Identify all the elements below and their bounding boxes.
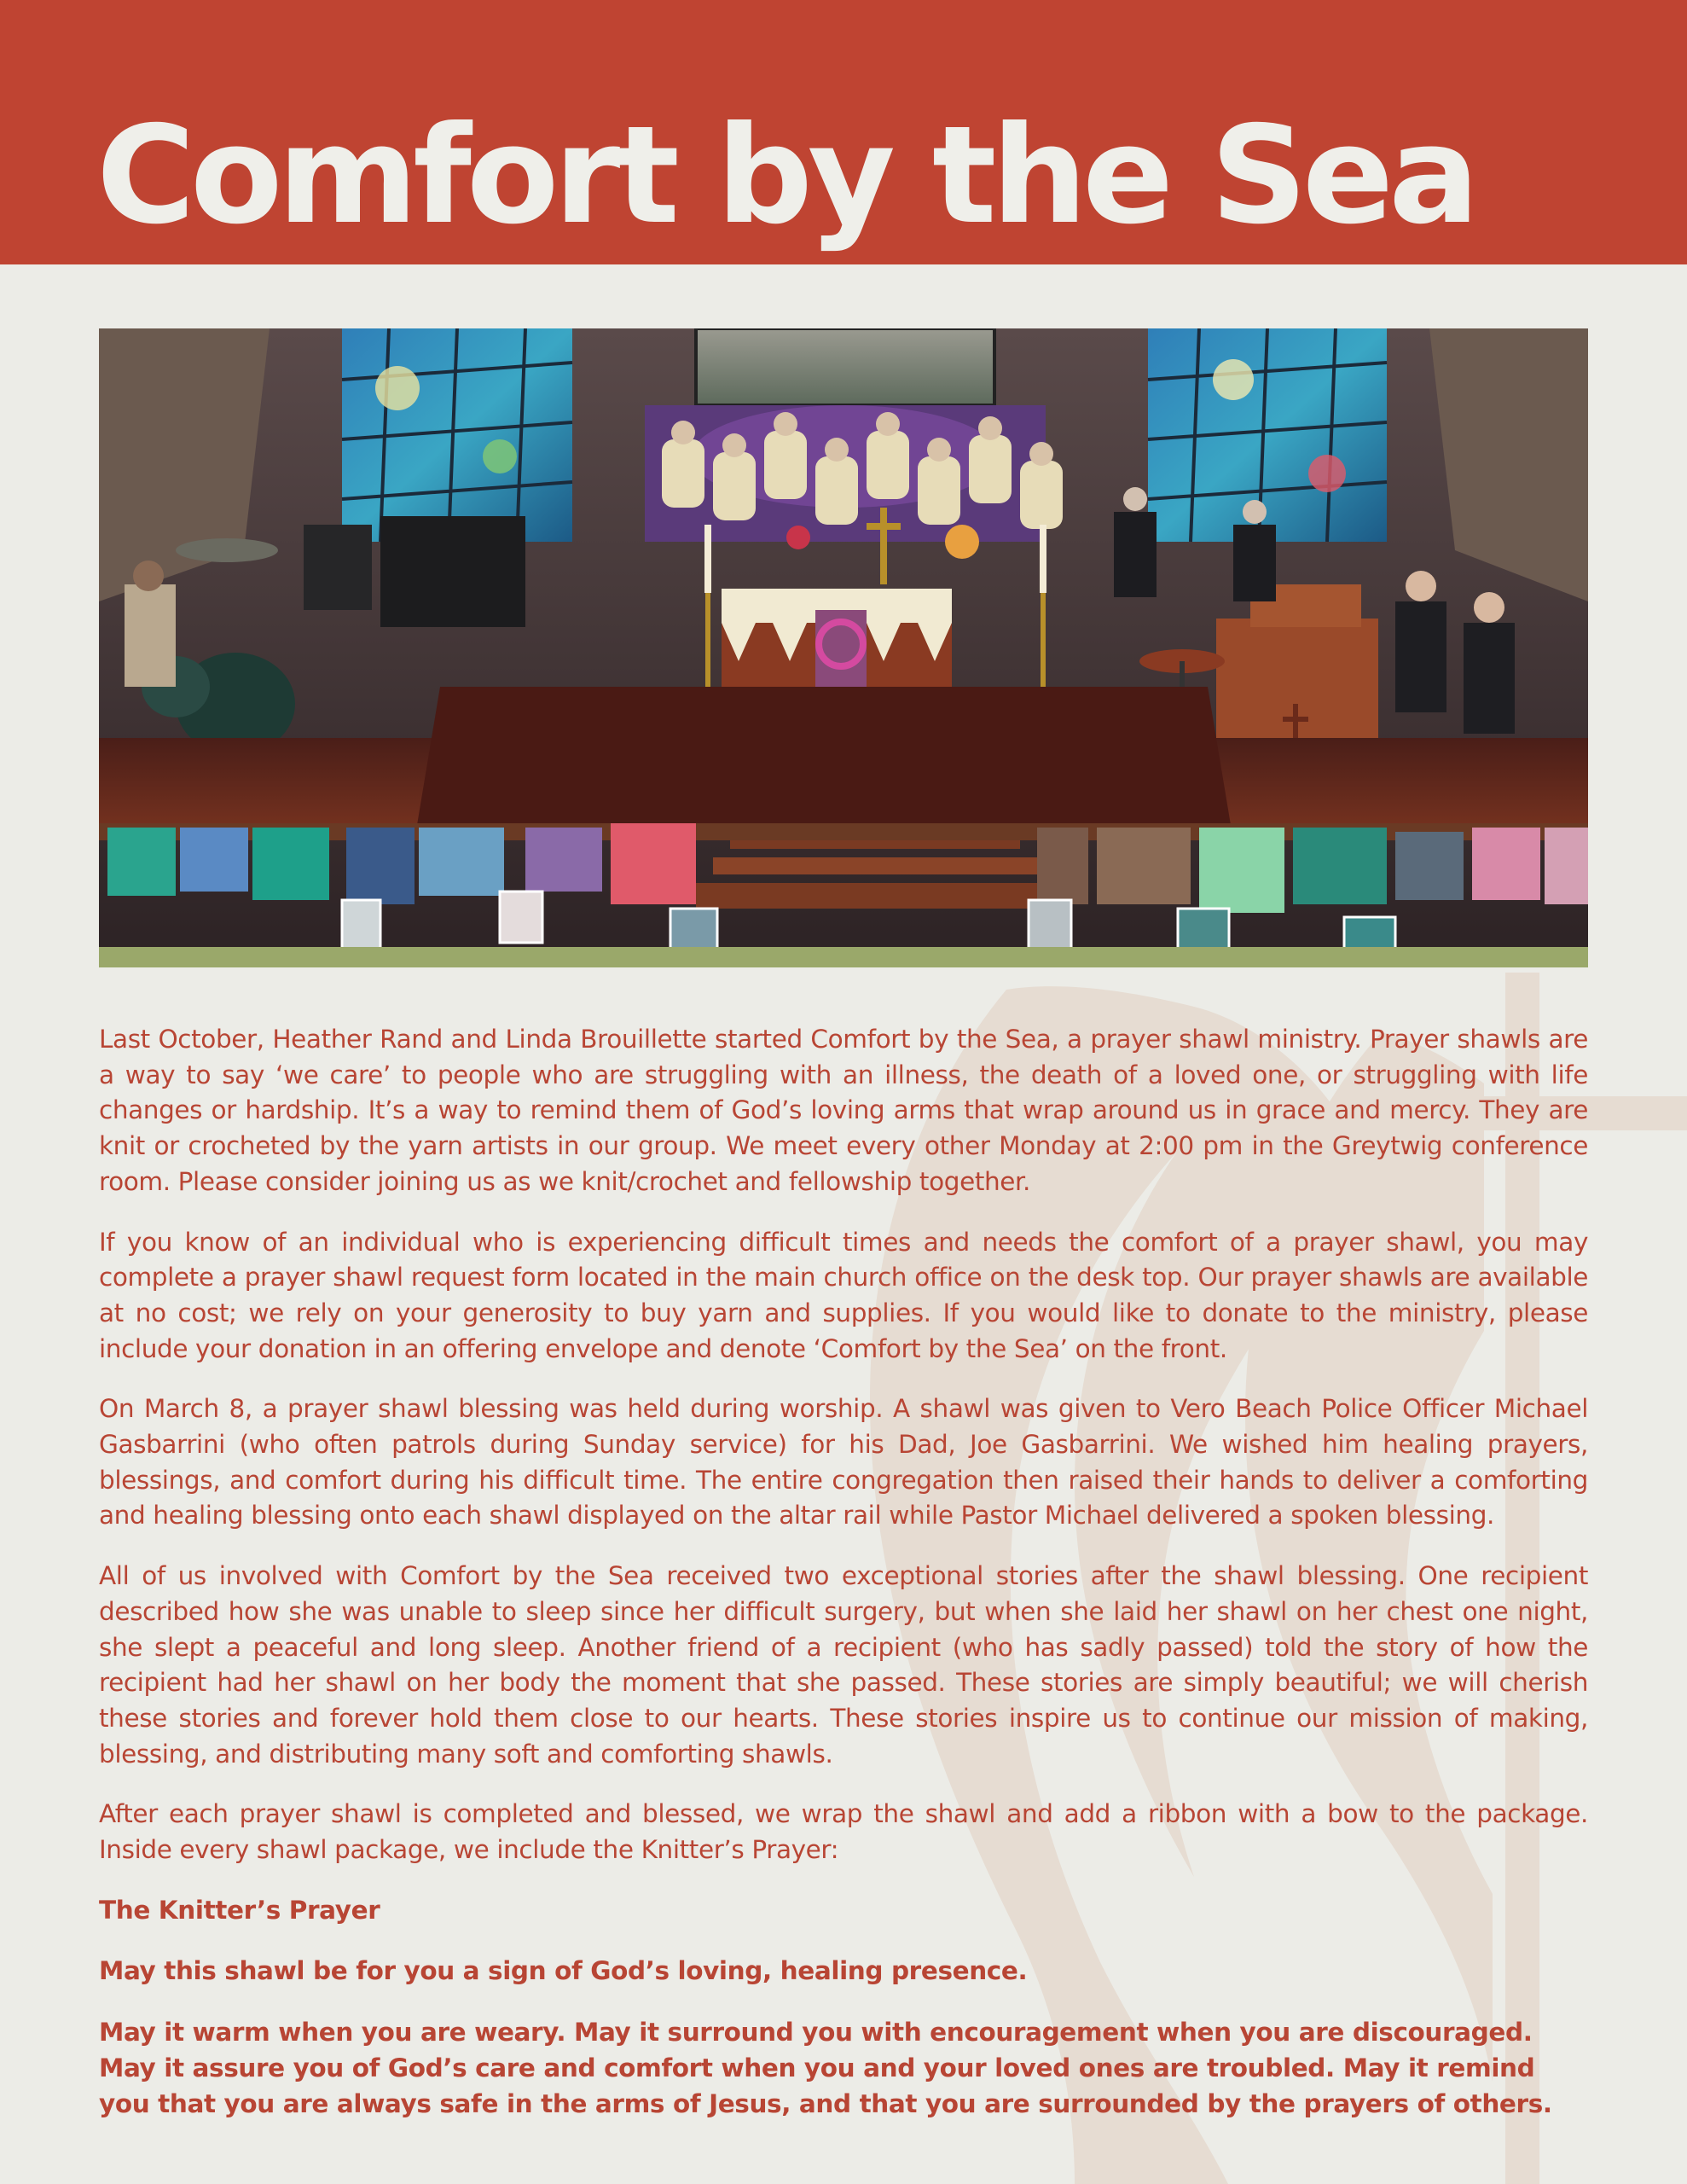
article-paragraph-5: After each prayer shawl is completed and blessed, we wrap the shawl and add a ribbon with a bow to the package. Inside every shawl package, we include the Knitter’s Prayer: [99, 1799, 1588, 1865]
article-paragraph-2: If you know of an individual who is experiencing difficult times and needs the comfort of a prayer shawl, you may complete a prayer shawl request form located in the main church office on the desk top. Our prayer shawls are available at no cost; we rely on your generosity to buy yarn and supplies. If you would like to donate to the ministry, please include your donation in an offering envelope and denote ‘Comfort by the Sea’ on the front. [99, 1227, 1588, 1363]
article-body [99, 1022, 1588, 2147]
church-sanctuary-image [99, 328, 1588, 967]
church-sanctuary-photo [99, 328, 1588, 967]
prayer-line-1: May this shawl be for you a sign of God’s loving, healing presence. [99, 1956, 1028, 1986]
prayer-heading: The Knitter’s Prayer [99, 1895, 380, 1925]
page-title: Comfort by the Sea [96, 97, 1475, 254]
header-band [0, 0, 1687, 264]
article-paragraph-1: Last October, Heather Rand and Linda Brouillette started Comfort by the Sea, a prayer shawl ministry. Prayer shawls are a way to say ‘we care’ to people who are struggling with an illness, the death of a loved one, or struggling with life changes or hardship. It’s a way to remind them of God’s loving arms that wrap around us in grace and mercy. They are knit or crocheted by the yarn artists in our group. We meet every other Monday at 2:00 pm in the Greytwig conference room. Please consider joining us as we knit/crochet and fellowship together. [99, 1025, 1588, 1196]
article-paragraph-3: On March 8, a prayer shawl blessing was held during worship. A shawl was given to Vero Beach Police Officer Michael Gasbarrini (who often patrols during Sunday service) for his Dad, Joe Gasbarrini. We wished him healing prayers, blessings, and comfort during his difficult time. The entire congregation then raised their hands to deliver a comforting and healing blessing onto each shawl displayed on the altar rail while Pastor Michael delivered a spoken blessing. [99, 1394, 1588, 1531]
article-paragraph-4: All of us involved with Comfort by the Sea received two exceptional stories after the shawl blessing. One recipient described how she was unable to sleep since her difficult surgery, but when she laid her shawl on her chest one night, she slept a peaceful and long sleep. Another friend of a recipient (who has sadly passed) told the story of how the recipient had her shawl on her body the moment that she passed. These stories are simply beautiful; we will cherish these stories and forever hold them close to our hearts. These stories inspire us to continue our mission of making, blessing, and distributing many soft and comforting shawls. [99, 1561, 1588, 1769]
prayer-line-2: May it warm when you are weary. May it surround you with encouragement when you are discouraged. May it assure you of God’s care and comfort when you and your loved ones are troubled. May it remind you that you are always safe in the arms of Jesus, and that you are surrounded by the prayers of others. [99, 2018, 1552, 2118]
